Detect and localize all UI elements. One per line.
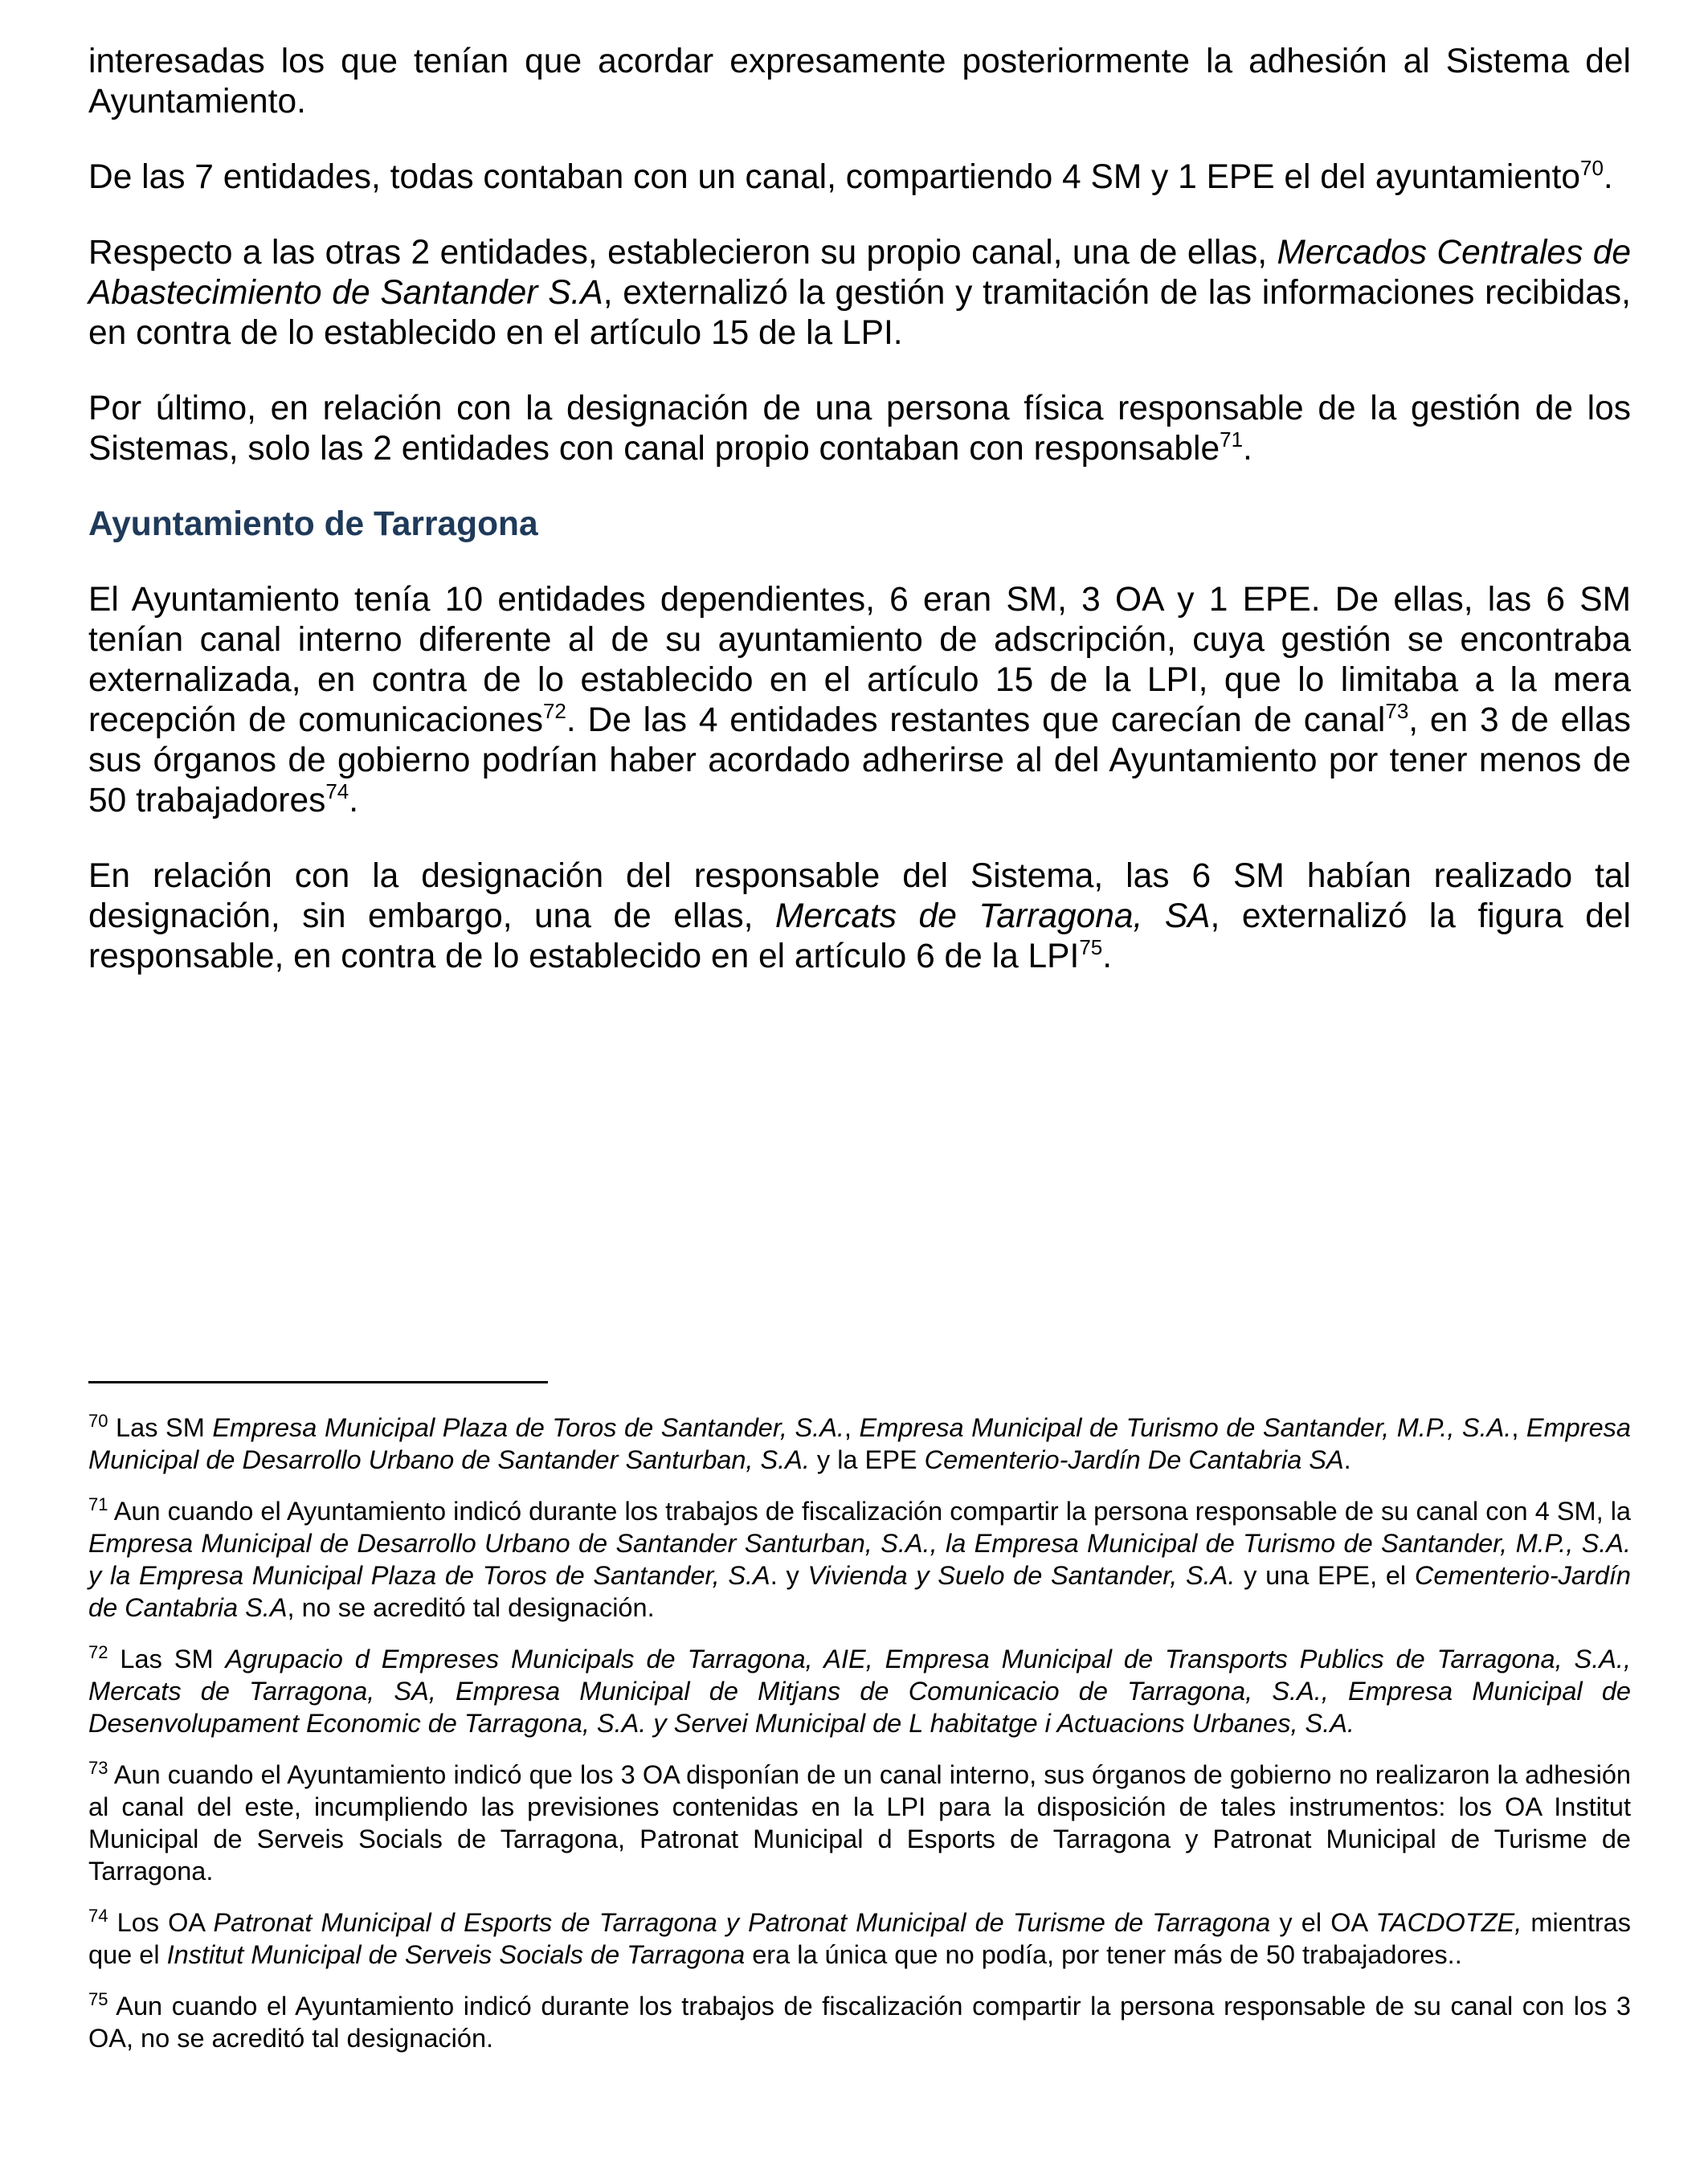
paragraph-text: El Ayuntamiento tenía 10 entidades dependientes, 6 eran SM, 3 OA y 1 EPE. De ellas, las 6 SM tenían canal interno diferente al de su ayuntamiento de adscripción, cuya gestión se encontraba externalizada, en contra de lo establecido en el artículo 15 de la LPI, que lo limitaba a la mera recepción de comunicaciones (88, 581, 1631, 739)
entity-name: Empresa Municipal de Desarrollo Urbano de Santander Santurban, S.A., la Empresa Municipal de Turismo de Santander, M.P., S.A. y la Empresa Municipal Plaza de Toros de Santander, S.A (88, 1529, 1631, 1590)
footnote-text: era la única que no podía, por tener más de 50 trabajadores.. (745, 1940, 1462, 1969)
paragraph: interesadas los que tenían que acordar expresamente posteriormente la adhesión al Sistema del Ayuntamiento. (88, 43, 1631, 121)
entity-name: Institut Municipal de Serveis Socials de Tarragona (166, 1940, 746, 1969)
paragraph-end: . (1603, 158, 1613, 196)
entity-name: Cementerio-Jardín De Cantabria SA (924, 1445, 1344, 1474)
paragraph (88, 233, 1631, 353)
paragraph-text: Por último, en relación con la designación de una persona física responsable de la gestión de los Sistemas, solo las 2 entidades con canal propio contaban con responsable (88, 390, 1631, 468)
footnote-text: , no se acreditó tal designación. (287, 1593, 655, 1622)
paragraph-text: , externalizó la gestión y tramitación de las informaciones recibidas, en contra de lo establecido en el artículo 15 de la LPI. (88, 274, 1631, 352)
main-text (88, 42, 1631, 1012)
entity-name: Mercats de Tarragona, SA (774, 897, 1211, 935)
entity-name: Mercados Centrales de Abastecimiento de Santander S.A (88, 234, 1631, 312)
footnote-number: 70 (88, 1411, 108, 1431)
footnote-text: mientras que el (88, 1908, 1632, 1969)
paragraph-text: En relación con la designación del responsable del Sistema, las 6 SM habían realizado tal designación, sin embargo, una de ellas, (88, 857, 1631, 935)
paragraph-end: . (1243, 430, 1252, 468)
footnote-number: 71 (88, 1494, 108, 1514)
paragraph (88, 157, 1631, 198)
entity-name: Cementerio-Jardín de Cantabria S.A (88, 1561, 1631, 1622)
footnote-text: y el OA (1270, 1908, 1376, 1937)
entity-name: Vivienda y Suelo de Santander, S.A. (807, 1561, 1236, 1590)
footnote-70 (88, 1412, 1631, 1476)
paragraph (88, 580, 1631, 821)
footnote-text: . y (770, 1561, 808, 1590)
entity-name: Empresa Municipal de Turismo de Santander, M.P., S.A. (859, 1413, 1512, 1442)
footnote-text: . (1343, 1445, 1351, 1474)
footnote-ref-74[interactable]: 74 (325, 779, 349, 803)
footnote-ref-71[interactable]: 71 (1220, 427, 1244, 452)
paragraph (88, 856, 1631, 977)
footnote-73 (88, 1759, 1631, 1887)
footnote-text: Aun cuando el Ayuntamiento indicó que los 3 OA disponían de un canal interno, sus órganos de gobierno no realizaron la adhesión al canal del este, incumpliendo las previsiones contenidas en la LPI para la disposición de tales instrumentos: los OA Institut Municipal de Serveis Socials de Tarragona, Patronat Municipal d Esports de Tarragona y Patronat Municipal de Turisme de Tarragona. (88, 1760, 1631, 1886)
footnote-text: , (844, 1413, 860, 1442)
footnote-number: 72 (88, 1642, 108, 1662)
footnote-ref-75[interactable]: 75 (1079, 935, 1103, 959)
footnote-ref-72[interactable]: 72 (542, 699, 566, 723)
paragraph (88, 389, 1631, 469)
footnote-text: Aun cuando el Ayuntamiento indicó durante los trabajos de fiscalización compartir la persona responsable de su canal con los 3 OA, no se acreditó tal designación. (88, 1992, 1631, 2053)
footnote-number: 73 (88, 1758, 108, 1778)
footnote-75 (88, 1990, 1631, 2054)
paragraph-end: . (1102, 938, 1113, 975)
footnote-number: 74 (88, 1906, 108, 1926)
footnote-ref-70[interactable]: 70 (1580, 156, 1604, 180)
paragraph-end: . (349, 782, 359, 819)
section-heading: Ayuntamiento de Tarragona (88, 505, 538, 543)
footnote-text: y una EPE, el (1235, 1561, 1415, 1590)
footnote-text: Las SM (108, 1413, 213, 1442)
footnote-72 (88, 1643, 1631, 1739)
entity-name: Agrupacio d Empreses Municipals de Tarragona, AIE, Empresa Municipal de Transports Publics de Tarragona, S.A., Mercats de Tarragona, SA, Empresa Municipal de Mitjans de Comunicacio de Tarragona, S.A., Empresa Municipal de Desenvolupament Economic de Tarragona, S.A. y Servei Municipal de L habitatge i Actuacions Urbanes, S.A. (88, 1645, 1631, 1738)
footnotes (88, 1412, 1631, 2074)
entity-name: Patronat Municipal d Esports de Tarragona y Patronat Municipal de Turisme de Tarragona (213, 1908, 1271, 1937)
footnote-ref-73[interactable]: 73 (1385, 699, 1409, 723)
footnote-text: Aun cuando el Ayuntamiento indicó durante los trabajos de fiscalización compartir la persona responsable de su canal con 4 SM, la (108, 1497, 1631, 1526)
entity-name: TACDOTZE, (1375, 1908, 1522, 1937)
footnote-74 (88, 1906, 1631, 1971)
paragraph-text: , en 3 de ellas sus órganos de gobierno podrían haber acordado adherirse al del Ayuntamiento por tener menos de 50 trabajadores (88, 701, 1631, 819)
footnote-separator (88, 1381, 548, 1383)
footnote-number: 75 (88, 1989, 108, 2009)
footnote-text: Las SM (108, 1645, 226, 1673)
entity-name: Empresa Municipal de Desarrollo Urbano de Santander Santurban, S.A. (88, 1413, 1631, 1474)
entity-name: Empresa Municipal Plaza de Toros de Santander, S.A. (212, 1413, 844, 1442)
footnote-text: , (1511, 1413, 1526, 1442)
footnote-71 (88, 1495, 1631, 1624)
paragraph-text: Respecto a las otras 2 entidades, establecieron su propio canal, una de ellas, (88, 234, 1277, 272)
footnote-text: Los OA (108, 1908, 214, 1937)
paragraph-text: De las 7 entidades, todas contaban con un canal, compartiendo 4 SM y 1 EPE el del ayuntamiento (88, 158, 1580, 196)
footnote-text: y la EPE (809, 1445, 925, 1474)
paragraph-text: , externalizó la figura del responsable, en contra de lo establecido en el artículo 6 de la LPI (88, 897, 1631, 975)
paragraph-text: . De las 4 entidades restantes que carecían de canal (566, 701, 1386, 739)
